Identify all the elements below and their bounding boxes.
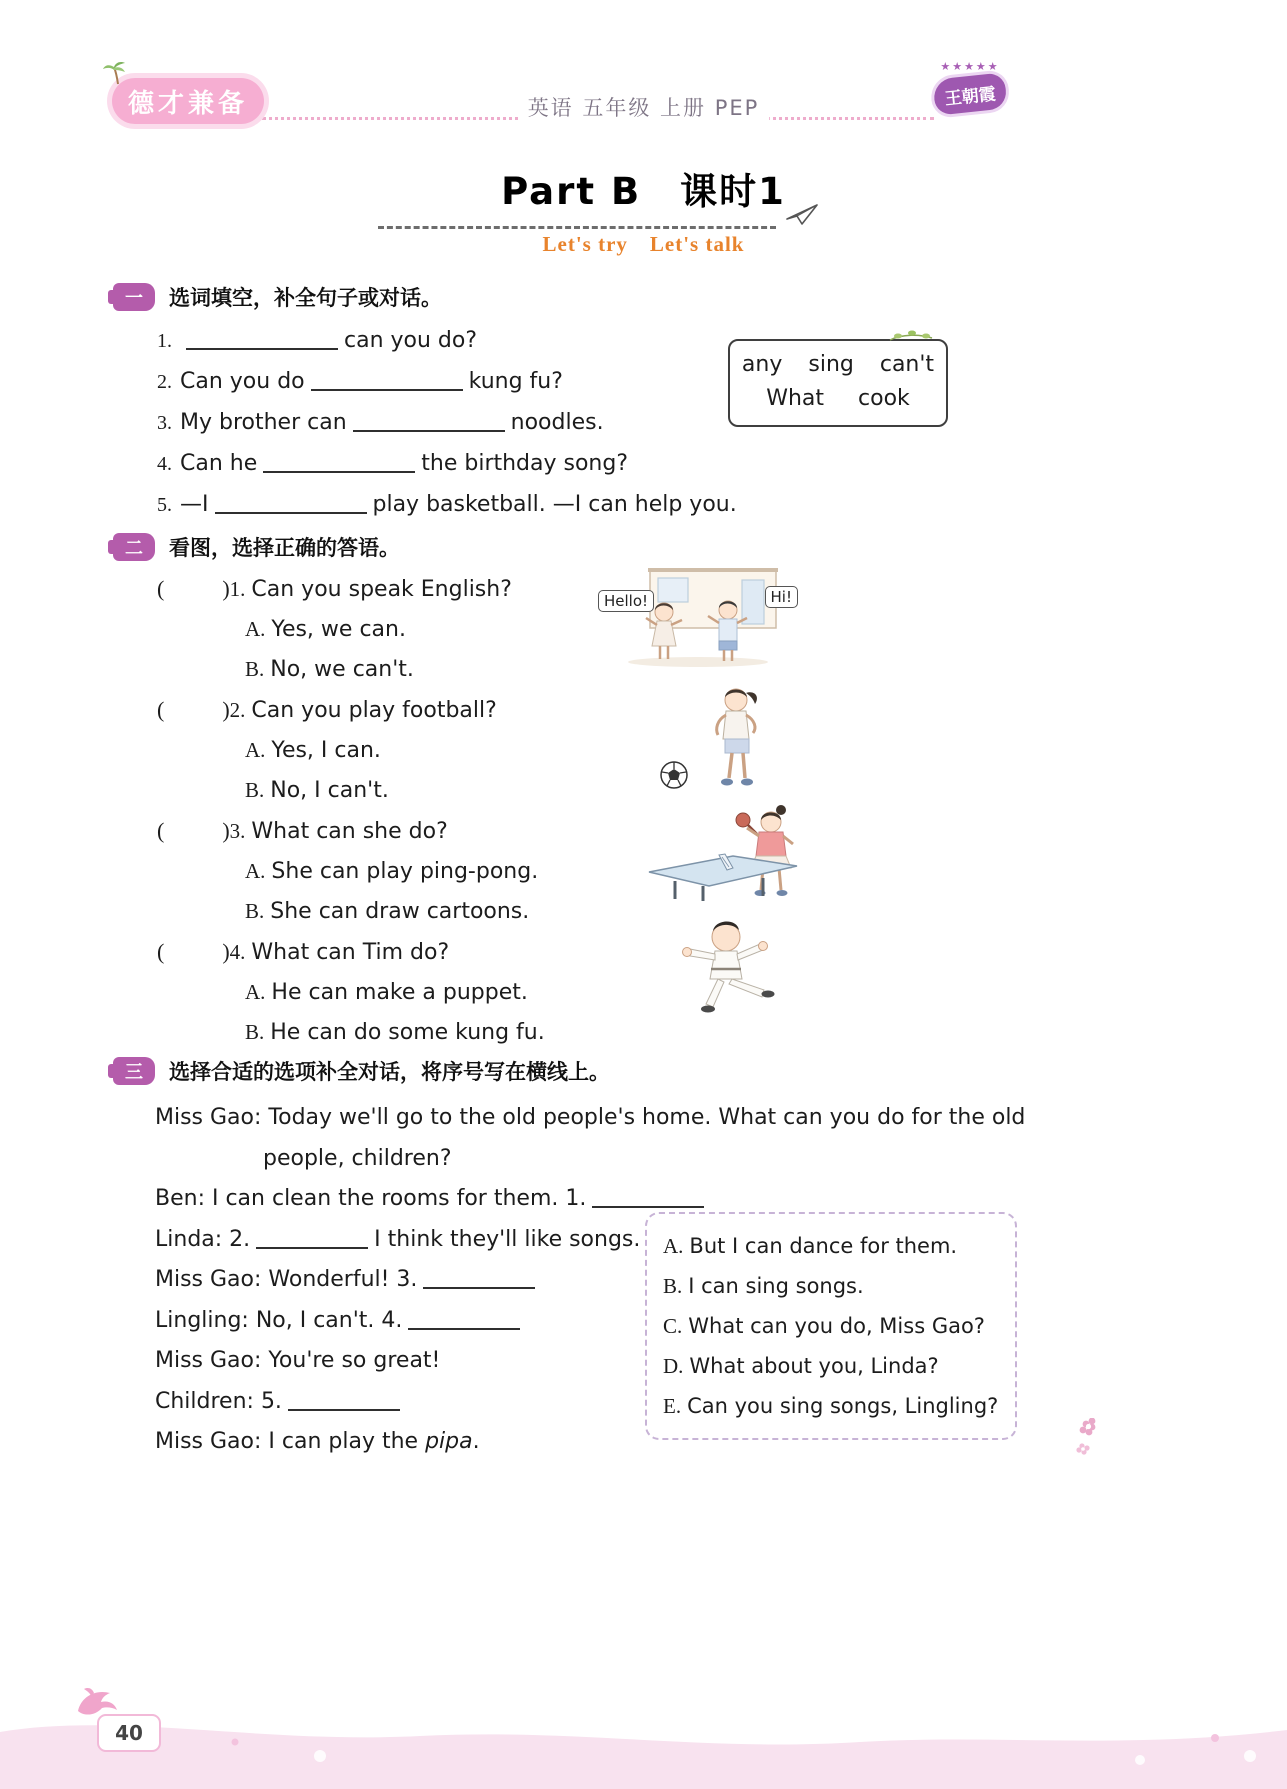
speech-bubble-hi-text: Hi! <box>770 588 792 606</box>
option-text: No, we can't. <box>270 657 414 682</box>
word-bank-word: What <box>766 386 825 411</box>
word-bank-word: cook <box>858 386 910 411</box>
item-post-text: the birthday song? <box>421 451 629 476</box>
question-option <box>245 1020 673 1045</box>
question-number: 4. <box>229 940 246 964</box>
lesson-title-block <box>0 170 1287 258</box>
paper-plane-icon <box>785 202 821 228</box>
lesson-title: Part B 课时1 <box>501 170 786 213</box>
question-number: 1. <box>229 577 246 601</box>
footer-wave-band <box>0 1698 1287 1789</box>
dialog-text: Miss Gao: I can play the <box>155 1429 426 1454</box>
brand-logo <box>922 60 1018 112</box>
question-option <box>245 899 673 924</box>
dialog-blank[interactable] <box>256 1229 368 1249</box>
dialog-text-italic: pipa <box>425 1429 473 1454</box>
word-bank-row <box>736 385 940 413</box>
option-label: B. <box>245 1020 265 1044</box>
question-line <box>157 818 673 844</box>
item-post-text: play basketball. —I can help you. <box>372 492 737 517</box>
illustration-pingpong-girl <box>645 798 810 903</box>
option-label: B. <box>245 657 265 681</box>
word-bank-word: sing <box>808 352 854 377</box>
question-text: Can you speak English? <box>251 577 512 602</box>
publisher-logo <box>112 78 264 124</box>
option-label: A. <box>245 980 266 1004</box>
word-bank-word: can't <box>879 352 935 377</box>
option-text: But I can dance for them. <box>689 1234 958 1258</box>
option-label: B. <box>245 778 265 802</box>
section-badge-number: 二 <box>125 538 143 559</box>
item-pre-text: My brother can <box>180 410 347 435</box>
option-label: D. <box>663 1354 684 1378</box>
section-heading: 看图，选择正确的答语。 <box>169 536 400 560</box>
item-pre-text: Can you do <box>180 369 305 394</box>
word-bank-box <box>728 339 948 427</box>
fill-blank[interactable] <box>353 412 505 432</box>
dialog-option <box>663 1386 999 1426</box>
option-label: A. <box>245 738 266 762</box>
item-post-text: noodles. <box>510 410 604 435</box>
speech-bubble-hello <box>598 590 654 612</box>
section-heading: 选择合适的选项补全对话，将序号写在横线上。 <box>169 1060 610 1084</box>
fill-item <box>157 410 1113 436</box>
flower-icon <box>1074 1418 1104 1458</box>
answer-paren-open: ( <box>157 818 165 843</box>
item-number: 4. <box>157 453 172 475</box>
question-line <box>157 939 673 965</box>
option-text: Yes, I can. <box>271 738 381 763</box>
dialog-option <box>663 1306 999 1346</box>
fill-items-list <box>157 328 1113 518</box>
fill-blank[interactable] <box>263 453 415 473</box>
item-number: 1. <box>157 330 172 352</box>
book-subject-line: 英语 五年级 上册 PEP <box>518 92 770 122</box>
illustration-greeting <box>598 566 798 670</box>
dialog-text: Ben: I can clean the rooms for them. 1. <box>155 1186 587 1211</box>
item-pre-text: —I <box>180 492 209 517</box>
dialog-text: Children: 5. <box>155 1388 282 1414</box>
answer-paren-close: ) <box>222 576 230 601</box>
option-label: E. <box>663 1394 682 1418</box>
section-heading: 选词填空，补全句子或对话。 <box>169 286 442 310</box>
option-label: A. <box>663 1234 684 1258</box>
dialog-text: Miss Gao: You're so great! <box>155 1348 441 1373</box>
speech-bubble-hello-text: Hello! <box>604 592 649 610</box>
dialog-option <box>663 1346 999 1386</box>
dialog-blank[interactable] <box>592 1188 704 1208</box>
title-dashed-rule <box>378 226 776 229</box>
question-number: 3. <box>229 819 246 843</box>
page-number: 40 <box>97 1714 161 1752</box>
item-number: 2. <box>157 371 172 393</box>
option-text: She can draw cartoons. <box>270 899 530 924</box>
option-text: What can you do, Miss Gao? <box>688 1314 985 1338</box>
dialog-blank[interactable] <box>288 1391 400 1411</box>
option-text: No, I can't. <box>270 778 389 803</box>
option-text: What about you, Linda? <box>689 1354 939 1378</box>
answer-paren-open: ( <box>157 939 165 964</box>
fill-item <box>157 328 1113 354</box>
fill-blank[interactable] <box>311 371 463 391</box>
option-label: B. <box>663 1274 683 1298</box>
section-fill-in-blanks <box>113 282 1113 533</box>
dialog-text: . <box>472 1429 480 1454</box>
dialog-blank[interactable] <box>423 1269 535 1289</box>
question-text: What can Tim do? <box>251 940 450 965</box>
option-text: Yes, we can. <box>271 617 406 642</box>
question-option <box>245 859 673 884</box>
dialog-text: Miss Gao: Today we'll go to the old people's home. What can you do for the old people, children? <box>155 1105 1026 1171</box>
option-text: He can do some kung fu. <box>270 1020 545 1045</box>
answer-paren-open: ( <box>157 576 165 601</box>
lesson-subtitle: Let's try Let's talk <box>542 232 745 256</box>
item-post-text: kung fu? <box>468 369 563 394</box>
fill-blank[interactable] <box>215 494 367 514</box>
answer-paren-open: ( <box>157 697 165 722</box>
dialog-option <box>663 1226 999 1266</box>
fill-item <box>157 451 1113 477</box>
section-badge-number: 三 <box>125 1062 143 1083</box>
item-post-text: can you do? <box>344 328 478 353</box>
option-text: She can play ping-pong. <box>271 859 539 884</box>
question-option <box>245 778 673 803</box>
option-text: Can you sing songs, Lingling? <box>687 1394 999 1418</box>
section-badge <box>113 1057 155 1085</box>
answer-paren-close: ) <box>222 697 230 722</box>
illustration-football-girl <box>648 682 798 794</box>
option-text: I can sing songs. <box>688 1274 864 1298</box>
question-option <box>245 738 673 763</box>
dialog-text: I think they'll like songs. <box>374 1226 641 1252</box>
dialog-options-box <box>645 1212 1017 1440</box>
word-bank-word: any <box>741 352 783 377</box>
question-text: Can you play football? <box>251 698 497 723</box>
leaf-vine-icon <box>888 328 934 344</box>
question-number: 2. <box>229 698 246 722</box>
dialog-blank[interactable] <box>408 1310 520 1330</box>
word-bank-row <box>736 351 940 379</box>
question-line <box>157 576 673 602</box>
section-badge <box>113 283 155 311</box>
question-text: What can she do? <box>251 819 448 844</box>
question-option <box>245 980 673 1005</box>
palm-tree-icon <box>102 60 132 86</box>
option-text: He can make a puppet. <box>271 980 528 1005</box>
brand-stars: ★★★★★ <box>940 60 1000 73</box>
dialog-option <box>663 1266 999 1306</box>
dialog-text: Lingling: No, I can't. 4. <box>155 1307 403 1333</box>
section-badge-number: 一 <box>125 288 143 309</box>
answer-paren-close: ) <box>222 818 230 843</box>
item-number: 5. <box>157 494 172 516</box>
section-badge <box>113 533 155 561</box>
item-pre-text: Can he <box>180 451 258 476</box>
option-label: C. <box>663 1314 683 1338</box>
option-label: B. <box>245 899 265 923</box>
fill-item <box>157 369 1113 395</box>
section-picture-questions <box>113 532 673 1060</box>
publisher-logo-text: 德才兼备 <box>127 88 248 119</box>
dialog-line <box>155 1098 1060 1179</box>
option-label: A. <box>245 617 266 641</box>
questions-list <box>157 576 673 1045</box>
brand-name: 王朝霞 <box>932 72 1007 115</box>
answer-paren-close: ) <box>222 939 230 964</box>
fill-item <box>157 492 1113 518</box>
item-number: 3. <box>157 412 172 434</box>
fill-blank[interactable] <box>186 330 338 350</box>
option-label: A. <box>245 859 266 883</box>
dialog-text: Miss Gao: Wonderful! 3. <box>155 1267 418 1292</box>
speech-bubble-hi <box>765 586 798 608</box>
illustration-kungfu-boy <box>668 916 798 1018</box>
dialog-text: Linda: 2. <box>155 1226 251 1252</box>
question-line <box>157 697 673 723</box>
